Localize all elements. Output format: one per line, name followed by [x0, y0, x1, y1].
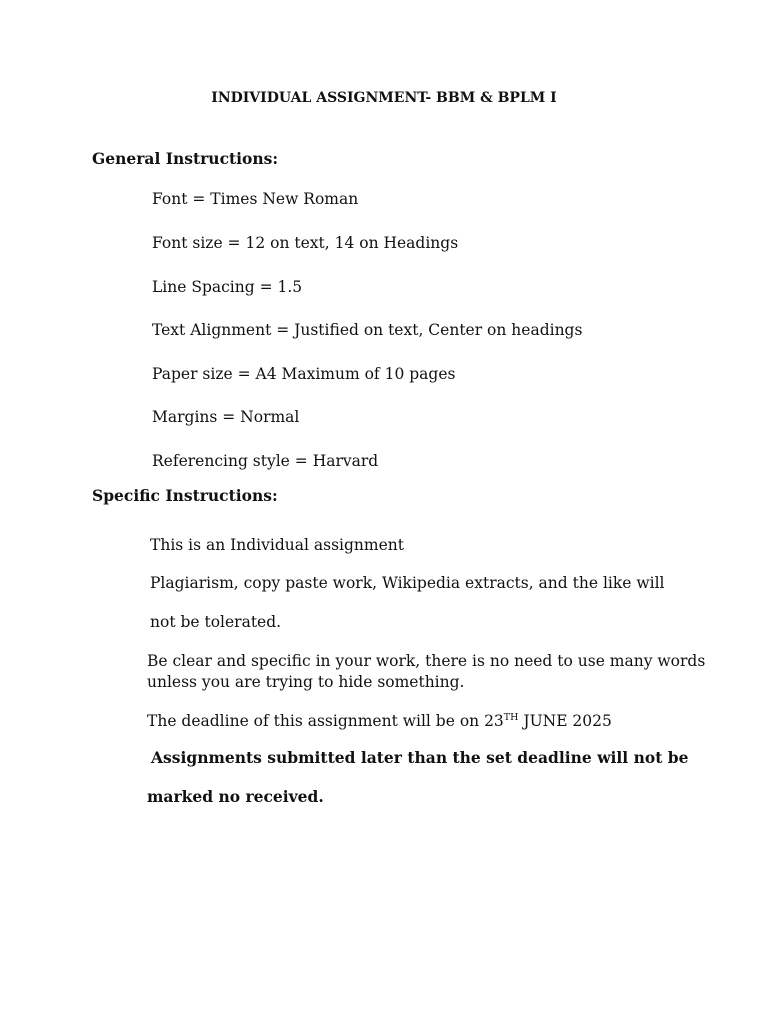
late-submission-warning-line-1: Assignments submitted later than the set deadline will not be — [151, 748, 689, 767]
deadline-prefix: The deadline of this assignment will be on 23 — [147, 712, 504, 730]
specific-instructions-heading: Specific Instructions: — [92, 486, 278, 505]
instruction-font-size: Font size = 12 on text, 14 on Headings — [152, 234, 459, 252]
instruction-line-spacing: Line Spacing = 1.5 — [152, 278, 303, 296]
instruction-paper-size: Paper size = A4 Maximum of 10 pages — [152, 365, 456, 383]
specific-individual-line: This is an Individual assignment — [150, 536, 404, 554]
specific-clarity-line-2: unless you are trying to hide something. — [147, 673, 465, 691]
instruction-text-alignment: Text Alignment = Justified on text, Center on headings — [152, 321, 583, 339]
deadline-line — [147, 708, 612, 731]
general-instructions-heading: General Instructions: — [92, 149, 279, 168]
document-title: INDIVIDUAL ASSIGNMENT- BBM & BPLM I — [211, 90, 557, 106]
late-submission-warning-line-2: marked no received. — [147, 787, 324, 806]
instruction-referencing-style: Referencing style = Harvard — [152, 452, 379, 470]
specific-clarity-line-1: Be clear and specific in your work, there is no need to use many words — [147, 652, 706, 670]
specific-not-tolerated-line: not be tolerated. — [150, 613, 282, 631]
specific-plagiarism-line: Plagiarism, copy paste work, Wikipedia extracts, and the like will — [150, 574, 665, 592]
deadline-month-year: JUNE 2025 — [518, 712, 612, 730]
instruction-margins: Margins = Normal — [152, 408, 300, 426]
deadline-ordinal-suffix: TH — [503, 712, 519, 723]
instruction-font: Font = Times New Roman — [152, 190, 359, 208]
